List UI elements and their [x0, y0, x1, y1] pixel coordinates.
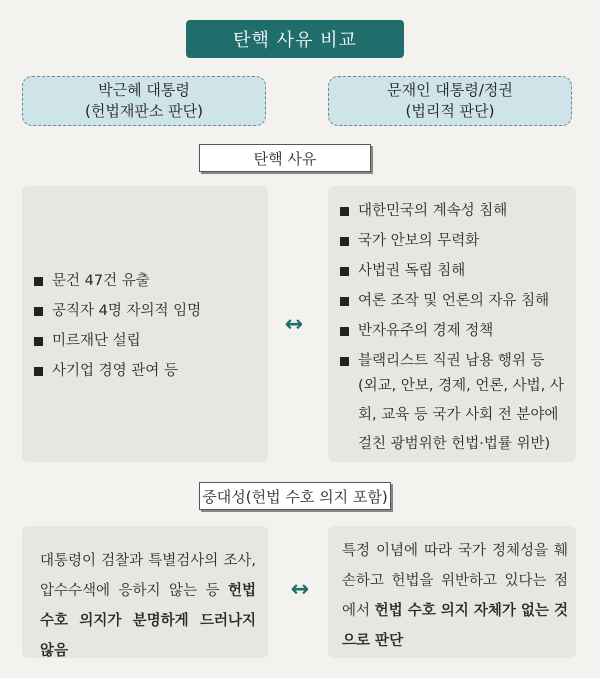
compare-arrow-icon: ↔	[284, 312, 304, 337]
list-item: 반자유주의 경제 정책	[340, 316, 549, 346]
left-column-name: 박근혜 대통령	[98, 81, 190, 99]
section-impeachment-grounds-label: 탄핵 사유	[199, 144, 371, 172]
right-grounds-list	[340, 196, 549, 376]
left-column-header	[22, 76, 266, 126]
right-gravity-bold: 헌법 수호 의지 자체가 없는 것으로 판단	[342, 603, 569, 649]
list-item: 공직자 4명 자의적 임명	[34, 296, 201, 326]
list-item: 사법권 독립 침해	[340, 256, 549, 286]
left-column-sub: (헌법재판소 판단)	[85, 102, 203, 120]
section-gravity-label: 중대성(헌법 수호 의지 포함)	[199, 482, 391, 510]
left-gravity-bold: 헌법 수호 의지가 분명하게 드러나지 않음	[40, 583, 256, 659]
left-grounds-list	[34, 266, 201, 386]
list-item: 여론 조작 및 언론의 자유 침해	[340, 286, 549, 316]
page-title: 탄핵 사유 비교	[186, 20, 404, 58]
list-item: 국가 안보의 무력화	[340, 226, 549, 256]
list-item: 대한민국의 계속성 침해	[340, 196, 549, 226]
list-item: 문건 47건 유출	[34, 266, 201, 296]
right-column-name: 문재인 대통령/정권	[387, 81, 513, 99]
right-column-header	[328, 76, 572, 126]
list-item: 사기업 경영 관여 등	[34, 356, 201, 386]
right-column-sub: (법리적 판단)	[405, 102, 495, 120]
right-gravity-text	[342, 536, 568, 656]
list-item: 블랙리스트 직권 남용 행위 등	[340, 346, 549, 376]
compare-arrow-icon: ↔	[290, 577, 310, 602]
list-item: 미르재단 설립	[34, 326, 201, 356]
right-grounds-note: (외교, 안보, 경제, 언론, 사법, 사회, 교육 등 국가 사회 전 분야에 걸친 광범위한 헌법·법률 위반)	[358, 378, 564, 452]
left-gravity-text	[40, 546, 256, 666]
right-gravity-plain: 특정 이념에 따라 국가 정체성을 훼손하고 헌법을 위반하고 있다는 점에서	[342, 543, 568, 619]
left-gravity-plain: 대통령이 검찰과 특별검사의 조사, 압수수색에 응하지 않는 등	[40, 553, 256, 599]
